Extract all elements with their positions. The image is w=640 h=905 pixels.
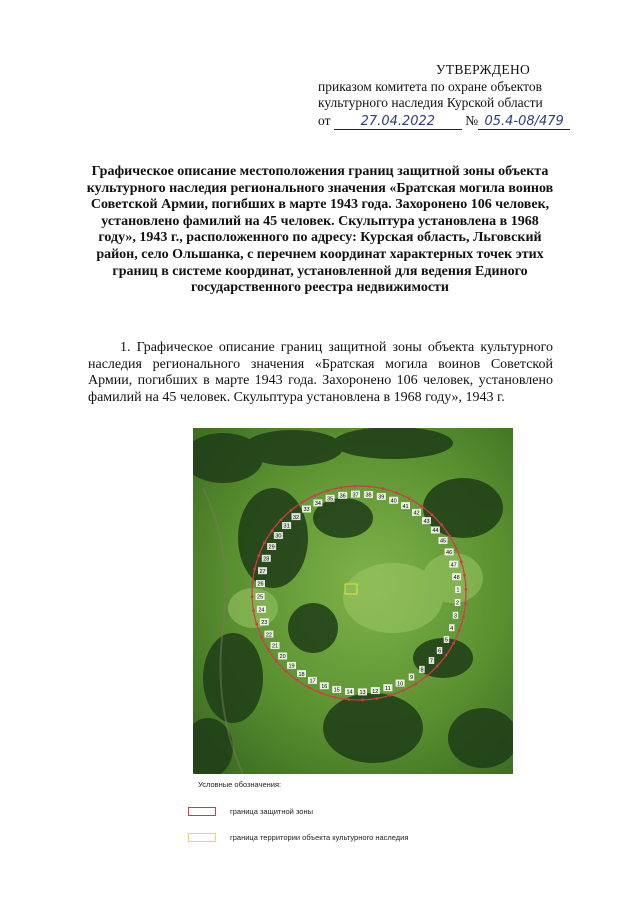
boundary-point-label: 27 — [259, 568, 266, 575]
boundary-point-label: 26 — [257, 581, 264, 588]
boundary-point-label: 45 — [439, 538, 447, 545]
boundary-point-label: 7 — [429, 658, 433, 665]
boundary-point-marker — [452, 642, 455, 645]
boundary-point-label: 46 — [446, 550, 453, 557]
boundary-point-marker — [368, 485, 371, 488]
boundary-point-label: 21 — [271, 643, 279, 650]
boundary-point-label: 9 — [409, 675, 414, 682]
boundary-point-marker — [285, 670, 288, 673]
boundary-point-label: 20 — [279, 654, 286, 661]
boundary-point-label: 43 — [423, 518, 430, 525]
boundary-point-marker — [279, 519, 282, 522]
boundary-point-label: 6 — [438, 648, 442, 655]
boundary-point-marker — [290, 509, 293, 512]
legend-swatch-red — [188, 807, 216, 816]
boundary-point-marker — [464, 602, 467, 605]
boundary-point-label: 4 — [450, 625, 454, 632]
legend — [198, 780, 518, 857]
boundary-point-marker — [426, 674, 429, 677]
aerial-map — [193, 428, 513, 774]
boundary-point-marker — [326, 489, 329, 492]
approval-stamp — [318, 62, 608, 130]
boundary-point-marker — [445, 654, 448, 657]
boundary-point-marker — [271, 530, 274, 533]
document-title: Графическое описание местоположения границ защитной зоны объекта культурного наследия регионального значения «Братская могила воинов Советской Армии, погибших в марте 1943 года. Захоронено 106 человек, установлено фамилий на 45 человек. Скульптура установлена в 1968 году», 1943 г., расположенного по адресу: Курская область, Льговский район, село Ольшанка, с перечнем координат характерных точек этих границ в системе координат, установленной для ведения Единого государственного реестра недвижимости — [86, 164, 554, 296]
boundary-point-label: 19 — [288, 663, 295, 670]
legend-item-object-territory — [198, 831, 518, 843]
legend-item-protective-zone — [198, 805, 518, 817]
boundary-point-label: 5 — [444, 637, 448, 644]
boundary-point-marker — [460, 560, 463, 563]
boundary-point-label: 37 — [352, 492, 359, 499]
boundary-point-label: 23 — [261, 620, 268, 627]
boundary-point-marker — [431, 513, 434, 516]
boundary-point-marker — [257, 554, 260, 557]
boundary-point-marker — [252, 609, 255, 612]
boundary-point-marker — [420, 505, 423, 508]
from-label: от — [318, 112, 331, 128]
boundary-point-label: 32 — [292, 514, 300, 521]
approval-line-1: приказом комитета по охране объектов — [318, 78, 542, 94]
handwritten-number: 05.4-08/479 — [478, 115, 570, 130]
boundary-point-label: 18 — [298, 671, 305, 678]
boundary-point-marker — [458, 629, 461, 632]
boundary-point-marker — [402, 689, 405, 692]
boundary-point-label: 1 — [456, 587, 460, 594]
boundary-point-marker — [465, 588, 468, 591]
boundary-point-label: 36 — [339, 493, 346, 500]
boundary-point-label: 44 — [432, 528, 439, 535]
boundary-point-marker — [260, 636, 263, 639]
boundary-point-marker — [334, 696, 337, 699]
boundary-point-marker — [275, 660, 278, 663]
boundary-point-marker — [361, 699, 364, 702]
approval-title: УТВЕРЖДЕНО — [435, 62, 531, 77]
boundary-point-label: 25 — [257, 594, 264, 601]
boundary-point-marker — [347, 698, 350, 701]
boundary-point-marker — [436, 665, 439, 668]
boundary-point-marker — [463, 574, 466, 577]
boundary-point-marker — [395, 491, 398, 494]
boundary-point-label: 30 — [275, 533, 282, 540]
boundary-point-marker — [263, 541, 266, 544]
boundary-point-marker — [320, 692, 323, 695]
boundary-point-marker — [340, 486, 343, 489]
legend-swatch-yellow — [188, 833, 216, 842]
boundary-point-label: 28 — [263, 556, 270, 563]
boundary-point-label: 29 — [268, 544, 275, 551]
legend-item-label: граница территории объекта культурного наследия — [230, 832, 409, 842]
boundary-point-marker — [440, 524, 443, 527]
paragraph-1-text: 1. Графическое описание границ защитной зоны объекта культурного наследия регионального значения «Братская могила воинов Советской Армии, погибших в марте 1943 года. Захоронено 106 человек, установлено фамилий на 45 человек. Скульптура установлена в 1968 году», 1943 г. — [88, 340, 553, 405]
boundary-point-label: 47 — [450, 562, 457, 569]
approval-date-line — [318, 113, 608, 130]
boundary-point-label: 42 — [413, 510, 420, 517]
boundary-point-label: 34 — [314, 501, 321, 508]
boundary-point-label: 12 — [372, 688, 379, 695]
boundary-point-marker — [448, 535, 451, 538]
boundary-point-marker — [251, 595, 254, 598]
boundary-point-label: 40 — [390, 498, 397, 505]
boundary-point-label: 14 — [346, 689, 353, 696]
boundary-point-label: 3 — [453, 613, 458, 620]
boundary-point-label: 33 — [303, 507, 310, 514]
boundary-point-marker — [255, 623, 258, 626]
boundary-point-marker — [414, 682, 417, 685]
boundary-point-marker — [307, 686, 310, 689]
boundary-point-label: 48 — [453, 574, 460, 581]
approval-line-2: культурного наследия Курской области — [318, 95, 543, 110]
boundary-point-marker — [462, 616, 465, 619]
boundary-point-marker — [408, 497, 411, 500]
boundary-point-label: 13 — [359, 690, 366, 697]
boundary-point-label: 24 — [258, 607, 265, 614]
boundary-point-label: 39 — [378, 494, 385, 501]
boundary-point-label: 38 — [365, 492, 372, 499]
boundary-point-marker — [375, 697, 378, 700]
boundary-point-label: 11 — [385, 685, 391, 692]
boundary-point-label: 31 — [283, 523, 290, 530]
boundary-point-marker — [301, 501, 304, 504]
boundary-point-marker — [251, 581, 254, 584]
boundary-point-marker — [389, 694, 392, 697]
number-label: № — [465, 112, 479, 128]
boundary-point-label: 15 — [333, 687, 340, 694]
boundary-point-marker — [267, 648, 270, 651]
legend-title: Условные обозначения: — [198, 780, 282, 789]
boundary-point-label: 10 — [397, 681, 404, 688]
boundary-point-label: 22 — [265, 632, 272, 639]
boundary-point-marker — [455, 547, 458, 550]
boundary-point-label: 17 — [309, 678, 316, 685]
boundary-point-marker — [382, 487, 385, 490]
boundary-point-marker — [296, 679, 299, 682]
boundary-point-label: 35 — [327, 496, 334, 503]
boundary-point-label: 2 — [455, 600, 460, 607]
handwritten-date: 27.04.2022 — [334, 115, 462, 130]
boundary-point-label: 16 — [321, 683, 328, 690]
boundary-point-marker — [313, 494, 316, 497]
boundary-point-label: 8 — [420, 667, 424, 674]
boundary-point-marker — [354, 485, 357, 488]
legend-item-label: граница защитной зоны — [230, 806, 314, 816]
boundary-point-marker — [253, 568, 256, 571]
boundary-point-label: 41 — [402, 503, 409, 510]
paragraph-1 — [88, 340, 553, 406]
